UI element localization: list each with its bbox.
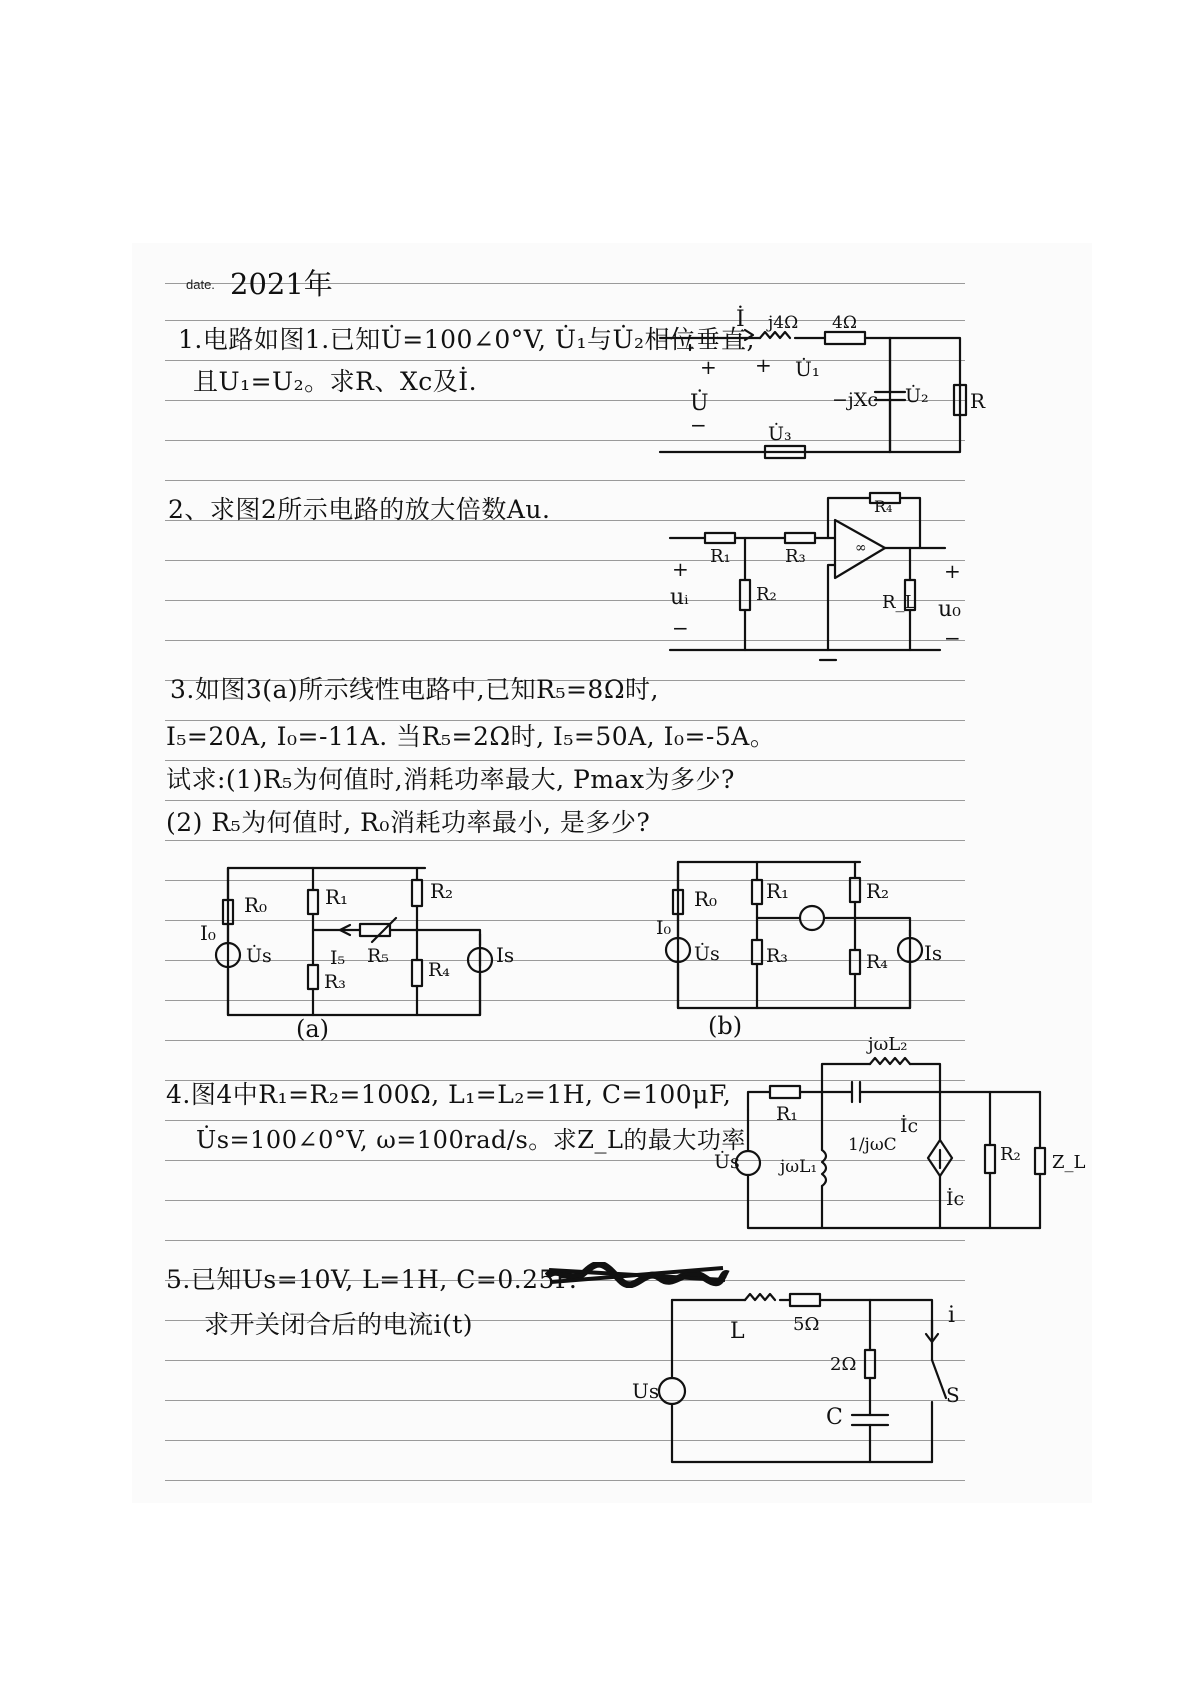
fig5-label-c: C [826,1405,843,1430]
problem-3-line-3: 试求:(1)R₅为何值时,消耗功率最大, Pmax为多少? [166,765,735,794]
fig5-label-us: Us [632,1379,660,1403]
fig3a-label-us: U̇s [246,945,272,967]
fig5-label-l: L [730,1319,745,1344]
fig2-label-plus-in: + [672,557,689,581]
fig1-label-current: İ [736,307,745,332]
fig4-label-us: U̇s [714,1151,740,1173]
fig1-label-r: R [970,389,986,413]
fig2-label-plus-out: + [944,559,961,583]
fig3b-label-is: Is [924,941,943,965]
fig1-label-4ohm: 4Ω [832,313,857,333]
problem-2-line-1: 2、求图2所示电路的放大倍数Au. [168,495,551,524]
fig3b-label-r1: R₁ [766,879,790,903]
figure-3a-circuit [200,868,514,1015]
fig3a-label-r3: R₃ [324,971,346,993]
fig2-label-ui: uᵢ [670,585,689,610]
fig2-label-r1: R₁ [710,546,731,567]
problem-1-line-2: 且U₁=U₂。求R、Xc及İ. [193,367,478,396]
problem-3-line-4: (2) R₅为何值时, R₀消耗功率最小, 是多少? [166,808,651,837]
fig3b-label-r4: R₄ [866,951,888,973]
fig2-label-r2: R₂ [756,584,777,605]
fig3b-caption: (b) [708,1012,743,1040]
fig3a-label-r2: R₂ [430,879,454,903]
fig4-label-ic-source: İc [946,1188,965,1210]
fig5-label-5ohm: 5Ω [793,1314,820,1335]
fig2-label-minus-out: − [944,626,961,650]
figure-5-circuit [632,1294,960,1462]
fig1-label-jxc: −jXc [832,389,878,411]
fig3a-caption: (a) [296,1015,330,1043]
fig3a-label-is: Is [496,943,515,967]
figure-3b-circuit [656,862,942,1008]
date-label: date. [186,277,215,292]
fig5-label-i: i [948,1303,956,1328]
fig1-label-u: U̇ [690,391,709,416]
fig3b-label-r3: R₃ [766,945,788,967]
problem-3-line-1: 3.如图3(a)所示线性电路中,已知R₅=8Ω时, [170,675,659,704]
fig1-label-j4ohm: j4Ω [768,313,799,333]
fig3a-label-r0: R₀ [244,893,268,917]
problem-1-line-1: 1.电路如图1.已知U̇=100∠0°V, U̇₁与U̇₂相位垂直, [178,325,755,354]
figure-2-circuit [670,493,961,660]
fig4-label-ic-top: İc [900,1115,919,1137]
fig3a-label-i0: I₀ [200,921,216,945]
fig4-label-jwl2: jωL₂ [868,1034,908,1055]
fig1-label-u1: U̇₁ [795,357,820,381]
problem-5-line-1: 5.已知Us=10V, L=1H, C=0.25F. [166,1265,578,1294]
fig4-label-r1: R₁ [776,1103,798,1125]
fig1-label-minus: − [690,413,707,437]
fig3b-label-i0: I₀ [656,917,672,939]
fig5-label-2ohm: 2Ω [830,1354,857,1375]
problem-4-line-1: 4.图4中R₁=R₂=100Ω, L₁=L₂=1H, C=100μF, [166,1080,732,1109]
fig1-label-u3: U̇₃ [768,423,792,445]
problem-3-line-2: I₅=20A, I₀=-11A. 当R₅=2Ω时, I₅=50A, I₀=-5A。 [166,722,776,751]
problem-5-line-2: 求开关闭合后的电流i(t) [204,1310,474,1339]
fig3b-label-r0: R₀ [694,887,718,911]
fig4-label-jwl1: jωL₁ [780,1157,818,1177]
fig2-label-infinity: ∞ [855,540,867,556]
fig2-label-r4: R₄ [874,497,893,516]
fig4-label-r2: R₂ [1000,1144,1021,1165]
fig2-label-minus-in: − [672,616,689,640]
fig2-label-uo: u₀ [938,597,961,622]
fig5-label-s: S [946,1383,960,1407]
fig3b-label-r2: R₂ [866,879,890,903]
fig1-label-u2: U̇₂ [905,385,929,407]
fig1-label-plus-source: + [700,355,717,379]
fig3a-label-i5: I₅ [330,947,346,969]
fig4-label-jwc: 1/jωC [848,1135,897,1155]
date-value: 2021年 [230,267,333,301]
fig3a-label-r5: R₅ [367,945,389,967]
fig4-label-zl: Z_L [1052,1152,1086,1173]
fig2-label-r3: R₃ [785,546,806,567]
problem-4-line-2: U̇s=100∠0°V, ω=100rad/s。求Z_L的最大功率 [196,1126,746,1154]
figure-1-circuit [660,305,986,458]
fig3a-label-r4: R₄ [428,959,450,981]
fig2-label-rl: R_L [882,592,917,613]
figure-4-circuit [714,1034,1086,1228]
fig3a-label-r1: R₁ [325,885,349,909]
fig1-label-plus: + [755,353,772,377]
fig3b-label-us: U̇s [694,943,720,965]
